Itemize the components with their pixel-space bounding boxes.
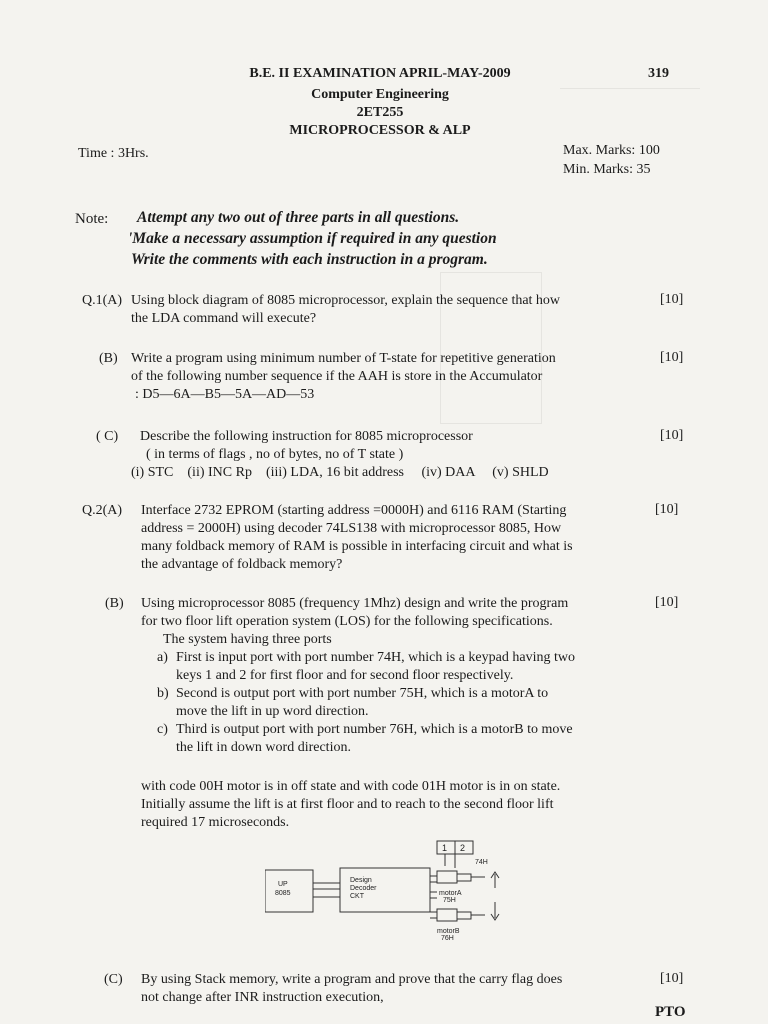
question-text: Interface 2732 EPROM (starting address =0000H) and 6116 RAM (Starting (141, 503, 567, 518)
page-code: 319 (648, 66, 669, 81)
spec-item-text: move the lift in up word direction. (176, 704, 369, 719)
question-text: not change after INR instruction execution, (141, 990, 384, 1005)
spec-item-label: a) (157, 650, 168, 665)
marks: [10] (660, 428, 684, 443)
max-marks: Max. Marks: 100 (563, 143, 660, 158)
marks: [10] (660, 971, 684, 986)
subject-title: MICROPROCESSOR & ALP (289, 123, 471, 138)
question-text: Write a program using minimum number of T-state for repetitive generation (131, 351, 556, 366)
min-marks: Min. Marks: 35 (563, 162, 651, 177)
pto-label: PTO (655, 1004, 686, 1020)
question-text: Using block diagram of 8085 microprocessor, explain the sequence that how (131, 293, 561, 308)
key-1-label: 1 (442, 843, 448, 853)
question-text: of the following number sequence if the AAH is store in the Accumulator (131, 369, 543, 384)
question-text: Describe the following instruction for 8085 microprocessor (140, 429, 473, 444)
question-text: the advantage of foldback memory? (141, 557, 343, 572)
up-label: 8085 (275, 890, 291, 897)
marks: [10] (655, 595, 679, 610)
spec-closing: with code 00H motor is in off state and with code 01H motor is in on state. (141, 779, 561, 794)
spec-item-text: keys 1 and 2 for first floor and for second floor respectively. (176, 668, 514, 683)
motorB-port (437, 909, 457, 921)
spec-closing: required 17 microseconds. (141, 815, 290, 830)
question-text: address = 2000H) using decoder 74LS138 with microprocessor 8085, How (141, 521, 562, 536)
lift-system-diagram (265, 836, 515, 946)
question-text: Using microprocessor 8085 (frequency 1Mhz) design and write the program (141, 596, 569, 611)
spec-item-text: Third is output port with port number 76H, which is a motorB to move (176, 722, 573, 737)
marks: [10] (655, 502, 679, 517)
question-text: By using Stack memory, write a program and prove that the carry flag does (141, 972, 563, 987)
decoder-label: CKT (350, 893, 364, 900)
question-label: (B) (105, 596, 124, 611)
question-label: (C) (104, 972, 123, 987)
question-label: Q.2(A) (82, 503, 123, 518)
question-label: ( C) (96, 429, 119, 444)
branch: Computer Engineering (311, 87, 449, 102)
spec-item-label: c) (157, 722, 168, 737)
spec-intro: The system having three ports (163, 632, 332, 647)
note-line: 'Make a necessary assumption if required in any question (128, 230, 497, 247)
motorA-label: motorA (439, 890, 462, 897)
marks: [10] (660, 292, 684, 307)
motorB-label: 76H (441, 935, 454, 942)
question-label: Q.1(A) (82, 293, 123, 308)
spec-item-text: First is input port with port number 74H, which is a keypad having two (176, 650, 575, 665)
up-label: UP (278, 881, 288, 888)
exam-title: B.E. II EXAMINATION APRIL-MAY-2009 (249, 66, 511, 81)
instruction-list: (i) STC (ii) INC Rp (iii) LDA, 16 bit address (iv) DAA (v) SHLD (131, 465, 549, 480)
spec-item-text: the lift in down word direction. (176, 740, 351, 755)
note-line: Attempt any two out of three parts in all questions. (137, 209, 460, 226)
motorA-label: 75H (443, 897, 456, 904)
question-text: ( in terms of flags , no of bytes, no of T state ) (146, 447, 404, 462)
key-2-label: 2 (460, 843, 466, 853)
note-line: Write the comments with each instruction in a program. (131, 251, 488, 268)
number-sequence: : D5—6A—B5—5A—AD—53 (135, 387, 315, 402)
question-text: many foldback memory of RAM is possible in interfacing circuit and what is (141, 539, 573, 554)
subject-code: 2ET255 (356, 105, 404, 120)
bleed-through-rule (560, 88, 700, 89)
spec-item-text: Second is output port with port number 75H, which is a motorA to (176, 686, 549, 701)
question-text: for two floor lift operation system (LOS) for the following specifications. (141, 614, 553, 629)
spec-closing: Initially assume the lift is at first floor and to reach to the second floor lift (141, 797, 554, 812)
question-text: the LDA command will execute? (131, 311, 317, 326)
question-label: (B) (99, 351, 118, 366)
motorB-label: motorB (437, 928, 460, 935)
spec-item-label: b) (157, 686, 169, 701)
motorA-port (437, 871, 457, 883)
decoder-label: Decoder (350, 885, 377, 892)
time-allowed: Time : 3Hrs. (78, 146, 149, 161)
note-label: Note: (75, 211, 109, 227)
port-74h-label: 74H (475, 859, 488, 866)
marks: [10] (660, 350, 684, 365)
decoder-label: Design (350, 877, 372, 884)
